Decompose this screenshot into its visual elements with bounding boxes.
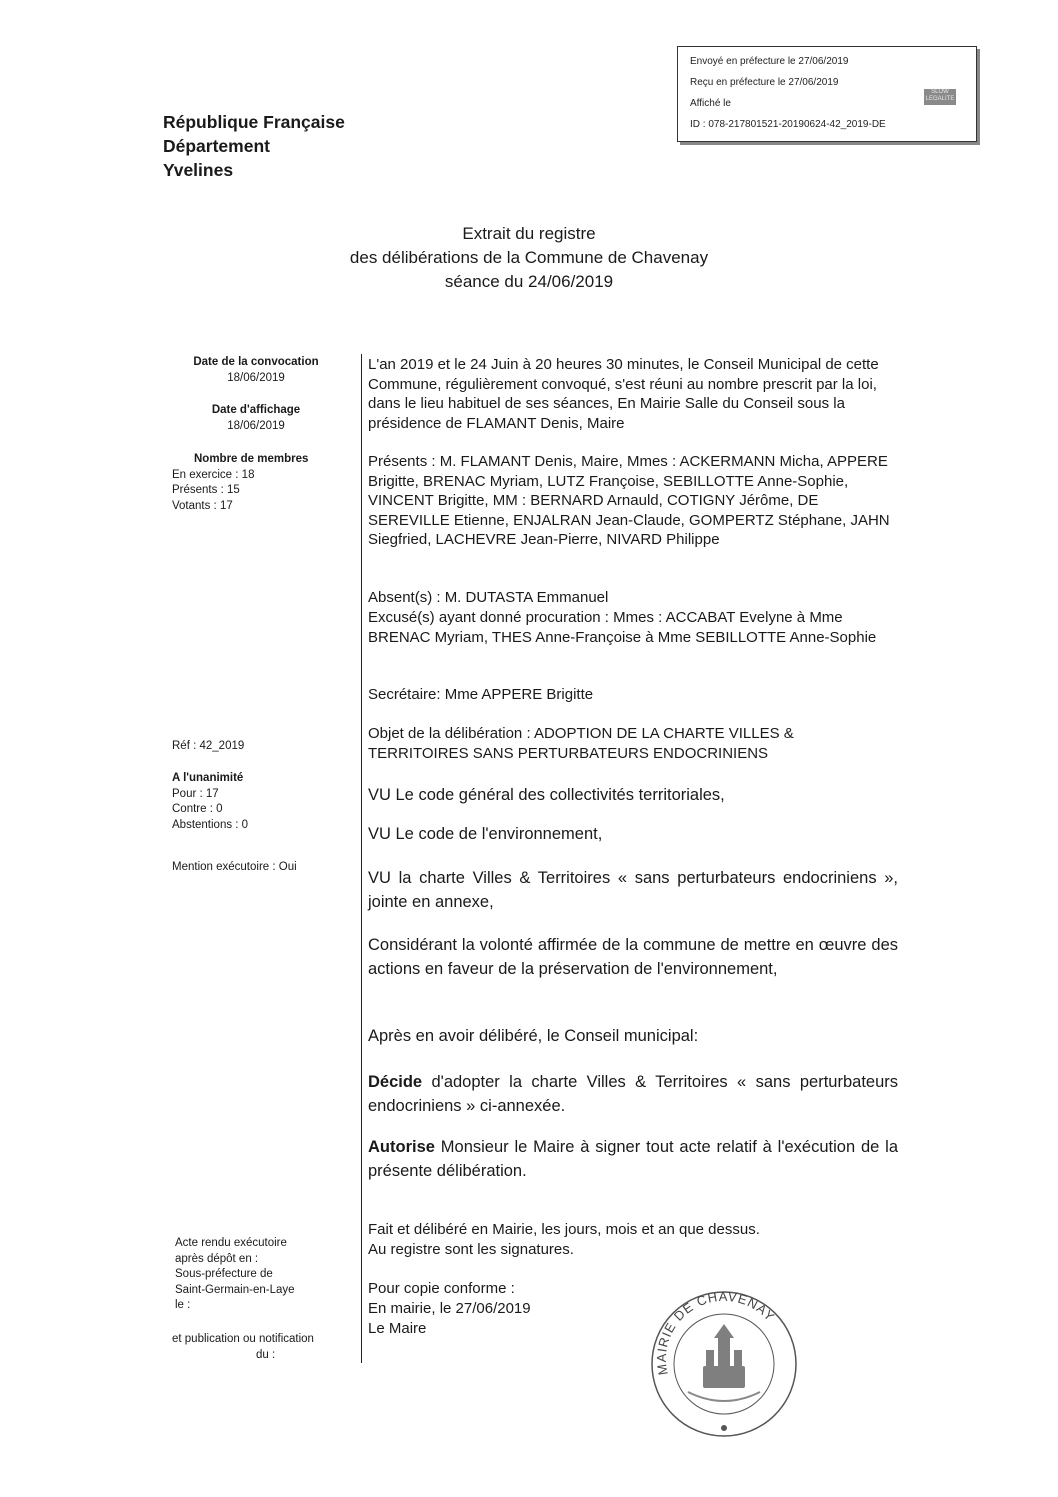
body-considerant: Considérant la volonté affirmée de la commune de mettre en œuvre des actions en faveur de la préservation de l'environnement, [368, 936, 898, 978]
header-republique: République Française [163, 112, 345, 132]
members-label: Nombre de membres [194, 453, 309, 465]
acte-line-5: le : [175, 1299, 191, 1311]
stamp-sent: Envoyé en préfecture le 27/06/2019 [690, 56, 849, 67]
publication-line-1: et publication ou notification [172, 1333, 314, 1345]
document-title [0, 222, 1058, 294]
sidebar-affichage [160, 403, 352, 434]
svg-text:MAIRIE DE CHAVENAY [654, 1289, 778, 1376]
body-en-mairie: En mairie, le 27/06/2019 [368, 1300, 531, 1317]
body-secretaire: Secrétaire: Mme APPERE Brigitte [368, 686, 594, 703]
prefecture-stamp [677, 46, 977, 142]
column-divider [361, 354, 362, 1363]
acte-line-2: après dépôt en : [175, 1252, 259, 1265]
acte-line-1: Acte rendu exécutoire [175, 1237, 287, 1249]
body-objet: Objet de la délibération : ADOPTION DE LA CHARTE VILLES & TERRITOIRES SANS PERTURBATEURS ENDOCRINIENS [368, 725, 794, 762]
body-intro: L'an 2019 et le 24 Juin à 20 heures 30 minutes, le Conseil Municipal de cette Commune, régulièrement convoqué, s'est réuni au nombre prescrit par la loi, dans le lieu habituel de ses séances, En Mairie Salle du Conseil sous la présidence de FLAMANT Denis, Maire [368, 356, 879, 432]
body-fait: Fait et délibéré en Mairie, les jours, mois et an que dessus. [368, 1221, 760, 1238]
body-vu-2: VU Le code de l'environnement, [368, 825, 603, 843]
header-block [163, 110, 345, 182]
publication-line-2: du : [256, 1348, 276, 1361]
body-excuses: Excusé(s) ayant donné procuration : Mmes : ACCABAT Evelyne à Mme BRENAC Myriam, THES Anne-Françoise à Mme SEBILLOTTE Anne-Sophie [368, 609, 877, 646]
acte-line-4: Saint-Germain-en-Laye [175, 1283, 295, 1296]
title-line-2: des délibérations de la Commune de Chavenay [349, 248, 709, 267]
sidebar-mention: Mention exécutoire : Oui [172, 861, 297, 873]
sidebar-ref: Réf : 42_2019 [172, 740, 245, 752]
seal-text: MAIRIE DE CHAVENAY [653, 1288, 778, 1377]
autorise-label: Autorise [368, 1138, 435, 1156]
members-exercice: En exercice : 18 [172, 468, 255, 481]
sidebar-publication [172, 1332, 352, 1363]
sidebar-members [172, 452, 352, 514]
sidebar-convocation [160, 355, 352, 386]
body-registre: Au registre sont les signatures. [368, 1241, 574, 1258]
header-departement: Département [163, 136, 270, 156]
title-line-1: Extrait du registre [462, 224, 596, 243]
body-autorise [368, 1135, 898, 1183]
decide-label: Décide [368, 1073, 423, 1091]
body-absents: Absent(s) : M. DUTASTA Emmanuel [368, 589, 609, 606]
decide-text: d'adopter la charte Villes & Territoires « sans perturbateurs endocriniens » ci-annexée. [368, 1073, 898, 1115]
slow-logo: SLOW LEGALITE [924, 89, 956, 105]
vote-contre: Contre : 0 [172, 803, 223, 815]
convocation-date: 18/06/2019 [227, 371, 285, 384]
body-copie: Pour copie conforme : [368, 1280, 515, 1297]
affichage-label: Date d'affichage [211, 404, 301, 416]
acte-line-3: Sous-préfecture de [175, 1268, 273, 1280]
members-presents: Présents : 15 [172, 484, 240, 496]
body-vu-3: VU la charte Villes & Territoires « sans perturbateurs endocriniens », jointe en annexe, [368, 869, 898, 911]
header-yvelines: Yvelines [163, 160, 234, 180]
affichage-date: 18/06/2019 [227, 419, 285, 432]
vote-unanimite: A l'unanimité [172, 772, 244, 784]
vote-abstentions: Abstentions : 0 [172, 818, 249, 831]
sidebar-acte [175, 1236, 355, 1314]
title-line-3: séance du 24/06/2019 [444, 272, 614, 291]
body-presents: Présents : M. FLAMANT Denis, Maire, Mmes : ACKERMANN Micha, APPERE Brigitte, BRENAC Myriam, LUTZ Françoise, SEBILLOTTE Anne-Sophie, VINCENT Brigitte, MM : BERNARD Arnauld, COTIGNY Jérôme, DE SEREVILLE Etienne, ENJALRAN Jean-Claude, GOMPERTZ Stéphane, JAHN Siegfried, LACHEVRE Jean-Pierre, NIVARD Philippe [368, 453, 890, 548]
sidebar-vote [172, 771, 352, 833]
stamp-posted: Affiché le [690, 98, 731, 109]
mairie-seal [648, 1288, 800, 1440]
vote-pour: Pour : 17 [172, 787, 219, 800]
members-votants: Votants : 17 [172, 499, 233, 512]
stamp-id: ID : 078-217801521-20190624-42_2019-DE [690, 119, 886, 130]
stamp-received: Reçu en préfecture le 27/06/2019 [690, 77, 839, 88]
body-maire: Le Maire [368, 1320, 427, 1337]
body-vu-1: VU Le code général des collectivités territoriales, [368, 786, 725, 804]
autorise-text: Monsieur le Maire à signer tout acte relatif à l'exécution de la présente délibération. [368, 1138, 898, 1180]
convocation-label: Date de la convocation [193, 356, 319, 368]
body-decide [368, 1070, 898, 1118]
body-apres: Après en avoir délibéré, le Conseil municipal: [368, 1027, 699, 1045]
